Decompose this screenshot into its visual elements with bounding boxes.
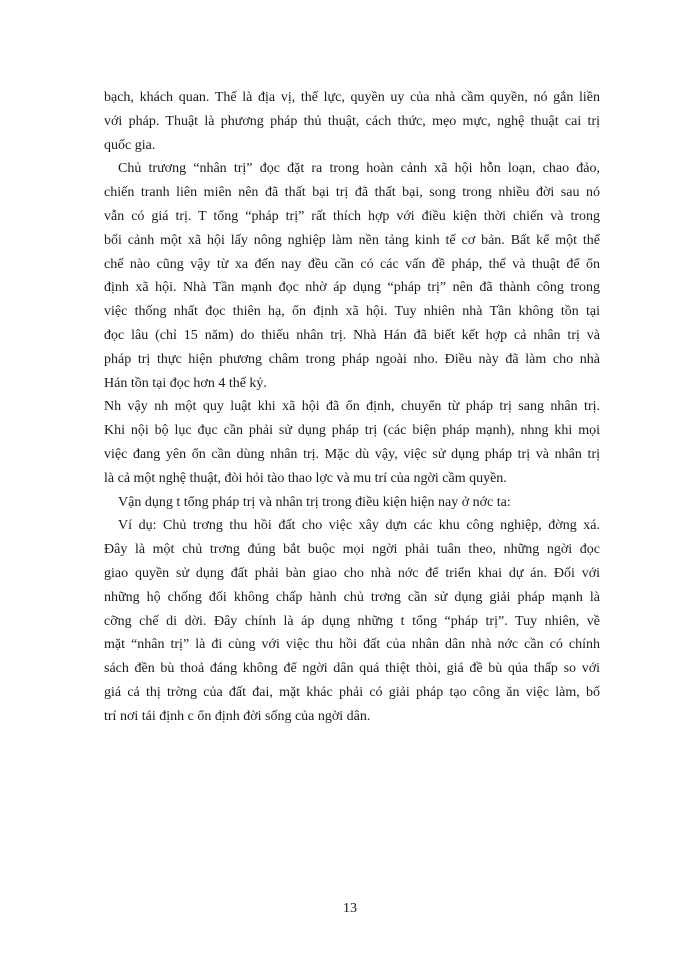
- text-line-27: trí nơi tái định c ổn định đời sống của ngời dân.: [104, 708, 371, 724]
- text-line-23: cỡng chế di dời. Đây chính là áp dụng những t tổng “pháp trị”. Tuy nhiên, về: [104, 613, 600, 629]
- text-line-9: định xã hội. Nhà Tần mạnh đọc nhờ áp dụng “pháp trị” nên đã thành công trong: [104, 280, 600, 296]
- text-line-4: Chủ trương “nhân trị” đọc đặt ra trong hoàn cảnh xã hội hỗn loạn, chao đảo,: [118, 161, 600, 177]
- text-line-2: với pháp. Thuật là phương pháp thủ thuật, cách thức, mẹo mực, nghệ thuật cai trị: [104, 113, 600, 129]
- text-line-17: là cả một nghệ thuật, đòi hỏi tào thao lợc và mu trí của ngời cầm quyền.: [104, 470, 507, 486]
- text-line-21: giao quyền sử dụng đất phải bàn giao cho nhà nớc để triển khai dự án. Đối với: [104, 565, 600, 581]
- text-line-15: Khi nội bộ lục đục cần phải sử dụng pháp trị (các biện pháp mạnh), nhng khi mọi: [104, 423, 600, 439]
- text-line-5: chiến tranh liên miên nên đã thất bại trị đã thất bại, song trong nhiều đời sau nó: [104, 185, 600, 201]
- page-number: 13: [343, 901, 357, 916]
- text-line-12: pháp trị thực hiện phương châm trong pháp ngoài nho. Điều này đã làm cho nhà: [104, 351, 600, 367]
- text-line-1: bạch, khách quan. Thế là địa vị, thế lực, quyền uy của nhà cầm quyền, nó gắn liền: [104, 90, 600, 105]
- text-line-20: Đây là một chủ trơng đúng bắt buộc mọi ngời phải tuân theo, những ngời đọc: [104, 542, 600, 558]
- text-line-14: Nh vậy nh một quy luật khi xã hội đã ổn định, chuyển từ pháp trị sang nhân trị.: [104, 399, 600, 415]
- text-line-6: vẫn có giá trị. T tổng “pháp trị” rất thích hợp với điều kiện thời chiến và trong: [104, 208, 600, 224]
- text-line-8: chế nào cũng vậy từ xa đến nay đều cần có các vấn đề pháp, thế và thuật để ổn: [104, 256, 600, 272]
- text-line-24: mặt “nhân trị” là đi cùng với việc thu hồi đất của nhân dân nhà nớc cần có chính: [104, 637, 600, 653]
- text-line-10: việc thống nhất đọc thiên hạ, ổn định xã hội. Tuy nhiên nhà Tần không tồn tại: [104, 304, 600, 320]
- document-body: [104, 86, 600, 729]
- text-line-18: Vận dụng t tổng pháp trị và nhân trị trong điều kiện hiện nay ở nớc ta:: [118, 494, 511, 510]
- text-line-25: sách đền bù thoả đáng không để ngời dân quá thiệt thòi, giá đề bù qúa thấp so với: [104, 661, 600, 677]
- text-line-22: những hộ chống đối không chấp hành chủ trơng cần sử dụng giải pháp mạnh là: [104, 589, 600, 605]
- text-line-11: đọc lâu (chỉ 15 năm) do thiếu nhân trị. Nhà Hán đã biết kết hợp cả nhân trị và: [104, 327, 600, 343]
- text-line-19: Ví dụ: Chủ trơng thu hồi đất cho việc xây dựn các khu công nghiệp, đờng xá.: [118, 518, 600, 534]
- text-line-7: bối cảnh một xã hội lấy nông nghiệp làm nền tảng kinh tế cơ bản. Bất kể một thể: [104, 232, 600, 248]
- text-line-16: việc đang yên ổn cần dùng nhân trị. Mặc dù vậy, việc sử dụng pháp trị và nhân trị: [104, 446, 600, 462]
- text-line-26: giá cả thị trờng của đất đai, mặt khác phải có giải pháp tạo công ăn việc làm, bố: [104, 684, 600, 700]
- text-line-13: Hán tồn tại đọc hơn 4 thế kỷ.: [104, 375, 267, 391]
- text-line-3: quốc gia.: [104, 137, 156, 153]
